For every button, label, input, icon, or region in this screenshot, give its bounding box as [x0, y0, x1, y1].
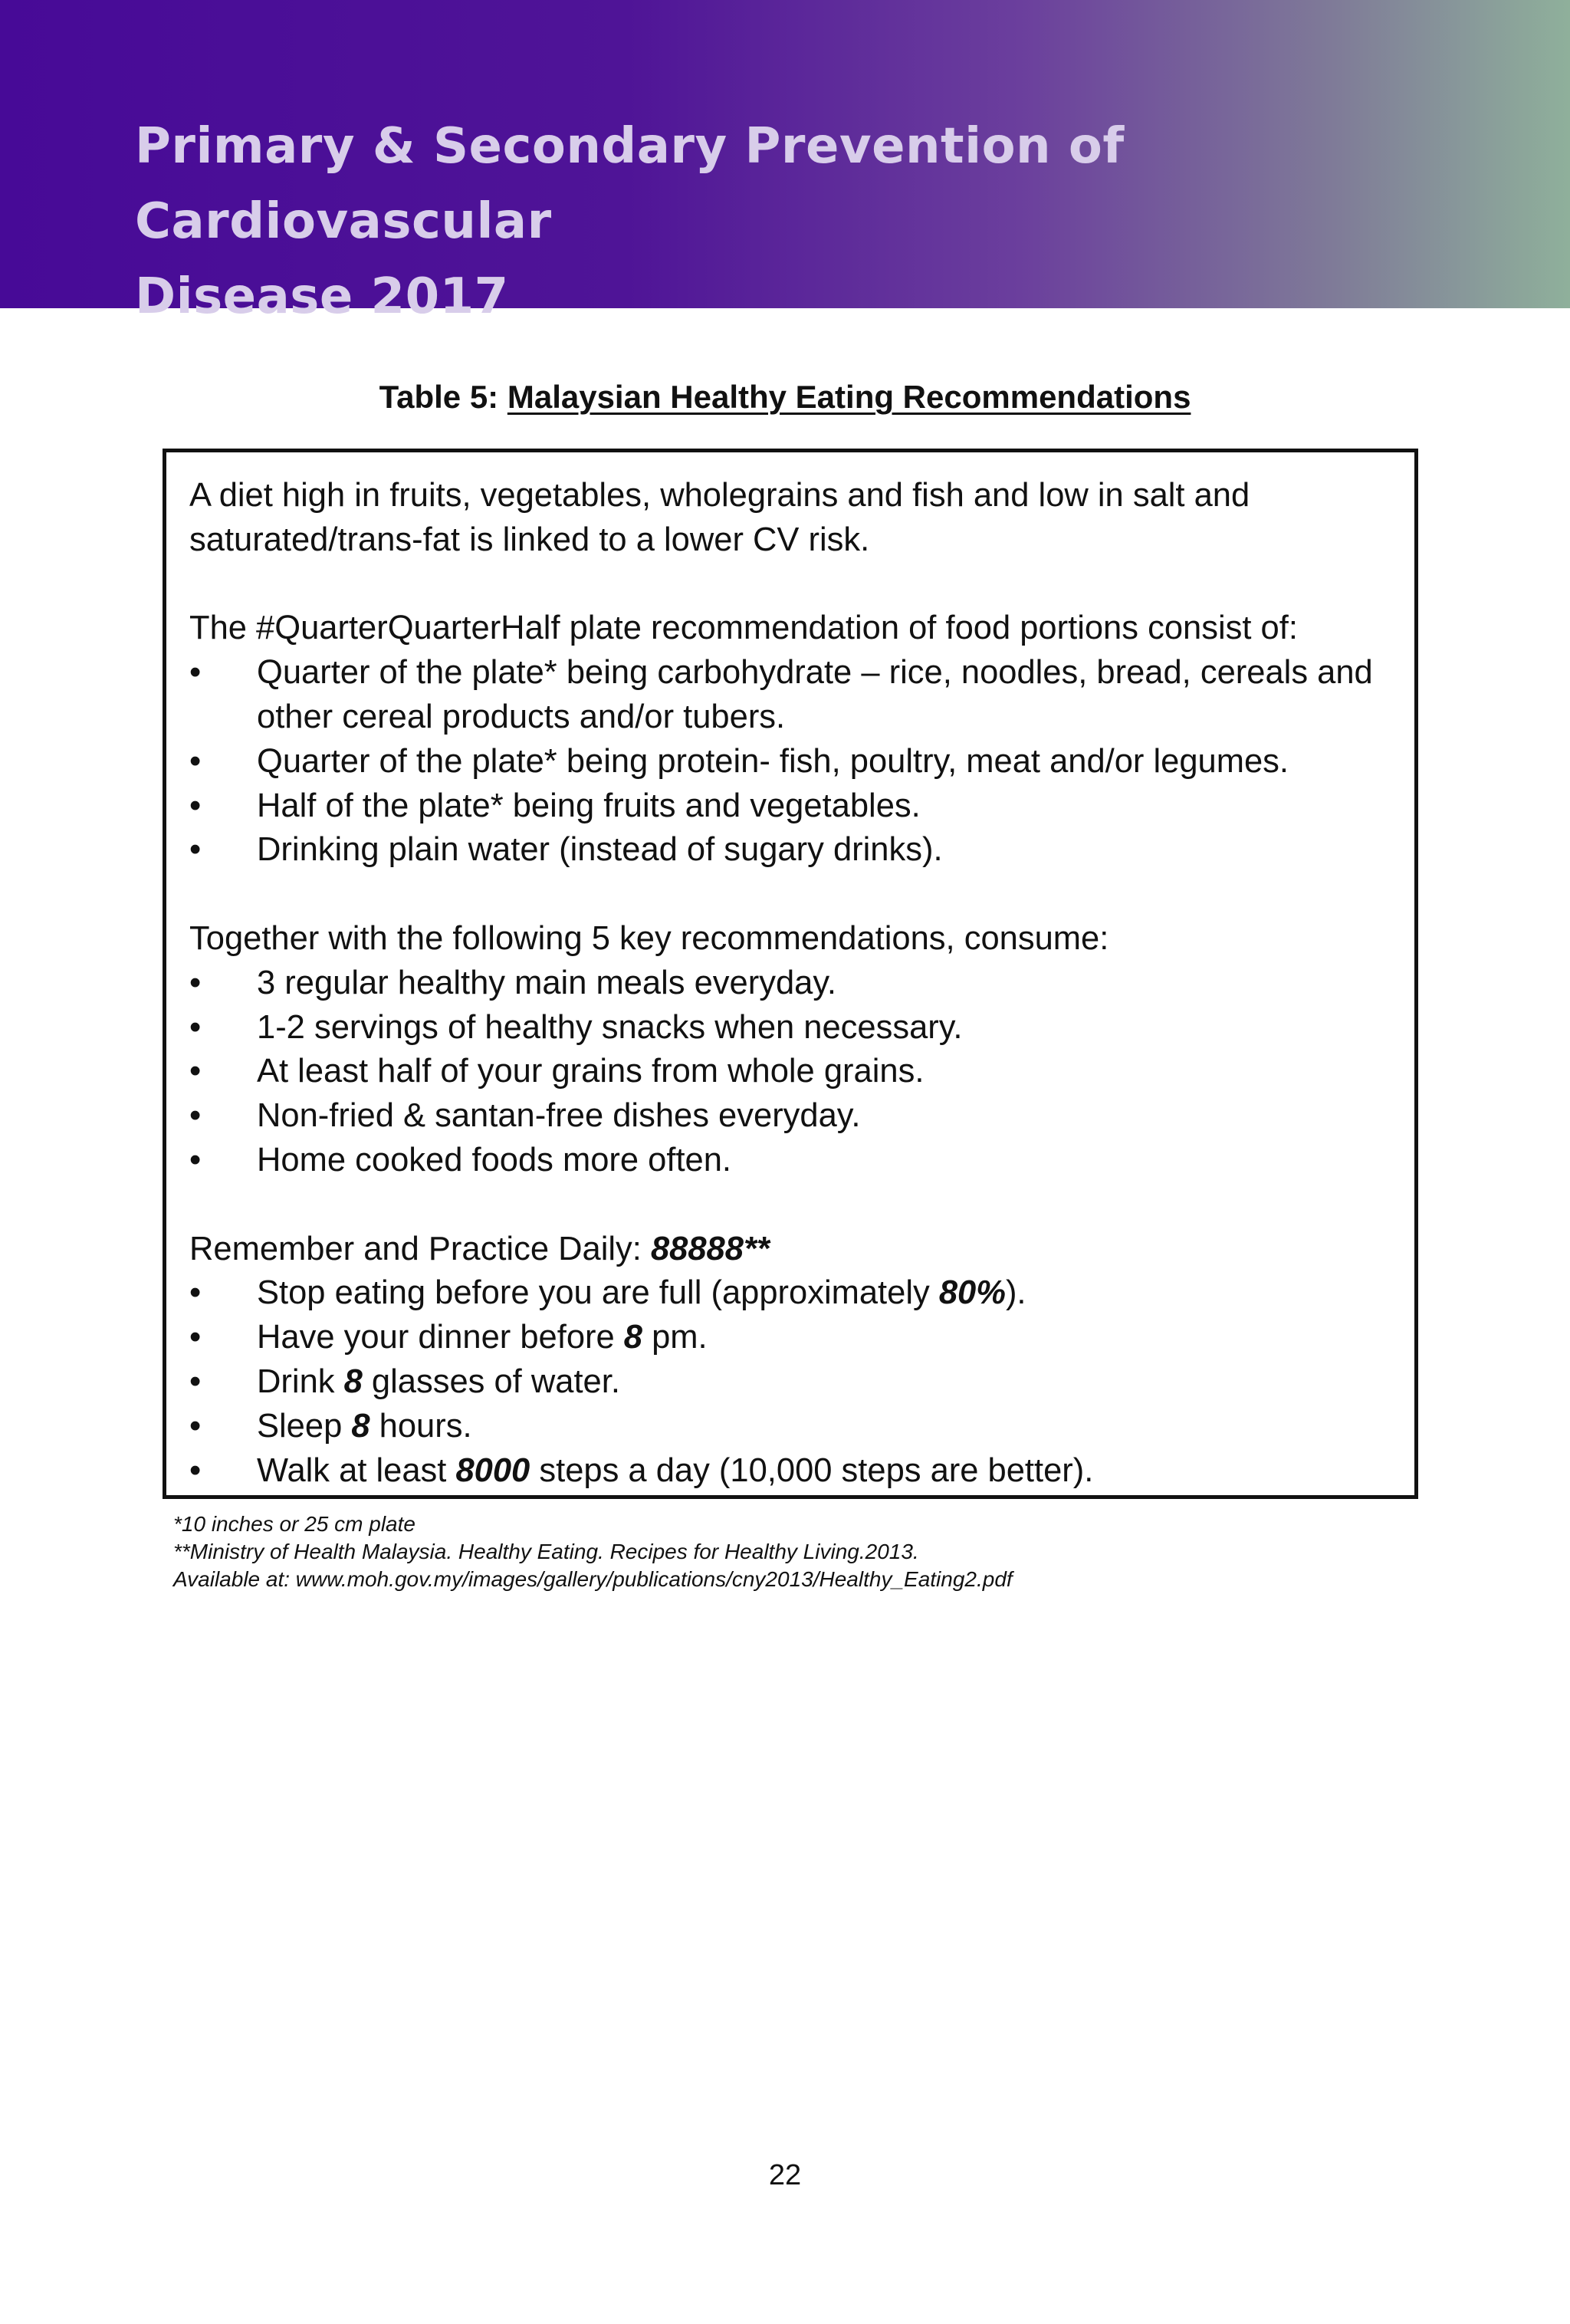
- bullet-icon: •: [189, 1053, 202, 1090]
- list-item: [189, 1360, 1391, 1405]
- list-item: [189, 1449, 1391, 1494]
- key-heading: Together with the following 5 key recommendations, consume:: [189, 919, 1109, 957]
- list-item-text: steps a day (10,000 steps are better).: [539, 1451, 1094, 1489]
- list-item-text: At least half of your grains from whole grains.: [257, 1053, 925, 1090]
- list-item: [189, 828, 1391, 873]
- key-list: [189, 961, 1391, 1183]
- document-title-line2: Disease 2017: [135, 268, 509, 325]
- bullet-icon: •: [189, 654, 202, 692]
- footnote-url: Available at: www.moh.gov.my/images/gallery/publications/cny2013/Healthy_Eating2.pdf: [173, 1567, 1013, 1591]
- list-item-text: glasses of water.: [371, 1363, 620, 1400]
- plate-heading: The #QuarterQuarterHalf plate recommendation of food portions consist of:: [189, 610, 1298, 647]
- list-item-text: Half of the plate* being fruits and vegetables.: [257, 787, 921, 824]
- list-item-text: Home cooked foods more often.: [257, 1141, 732, 1178]
- list-item-text: Quarter of the plate* being carbohydrate – rice, noodles, bread, cereals and other cereal products and/or tubers.: [257, 654, 1373, 735]
- list-item-text: Have your dinner before: [257, 1319, 615, 1356]
- list-item: [189, 1316, 1391, 1360]
- emphasis-value: 8: [623, 1319, 642, 1356]
- list-item: [189, 651, 1391, 740]
- bullet-icon: •: [189, 964, 202, 1001]
- list-item: [189, 1050, 1391, 1094]
- footnote-reference: **Ministry of Health Malaysia. Healthy Eating. Recipes for Healthy Living.2013.: [173, 1540, 919, 1563]
- list-item-text: 3 regular healthy main meals everyday.: [257, 964, 836, 1001]
- spacer: [189, 873, 1391, 917]
- list-item: [189, 784, 1391, 829]
- document-title-line1: Primary & Secondary Prevention of Cardiovascular: [135, 118, 1125, 250]
- list-item-text: Sleep: [257, 1407, 343, 1445]
- emphasis-value: 8000: [455, 1451, 530, 1489]
- footnotes: [173, 1510, 1400, 1593]
- list-item-text: Quarter of the plate* being protein- fish, poultry, meat and/or legumes.: [257, 742, 1289, 780]
- list-item-text: Walk at least: [257, 1451, 447, 1489]
- document-title: [135, 109, 1515, 334]
- list-item: [189, 1405, 1391, 1449]
- page-number: 22: [768, 2159, 802, 2191]
- bullet-icon: •: [189, 1274, 202, 1312]
- recommendations-box: [163, 449, 1418, 1499]
- daily-heading-prefix: Remember and Practice Daily:: [189, 1230, 642, 1267]
- list-item-text: Non-fried & santan-free dishes everyday.: [257, 1097, 861, 1135]
- bullet-icon: •: [189, 1319, 202, 1356]
- plate-list: [189, 651, 1391, 873]
- list-item-text: 1-2 servings of healthy snacks when necessary.: [257, 1008, 963, 1046]
- list-item: [189, 1271, 1391, 1316]
- list-item-text: Drink: [257, 1363, 335, 1400]
- list-item: [189, 1006, 1391, 1050]
- list-item: [189, 1094, 1391, 1139]
- daily-heading: [189, 1228, 1391, 1272]
- bullet-icon: •: [189, 1407, 202, 1445]
- list-item-text: ).: [1005, 1274, 1026, 1312]
- footnote-plate-size: *10 inches or 25 cm plate: [173, 1512, 415, 1536]
- list-item: [189, 1139, 1391, 1183]
- bullet-icon: •: [189, 1451, 202, 1489]
- bullet-icon: •: [189, 742, 202, 780]
- daily-heading-emphasis: 88888**: [650, 1230, 770, 1267]
- table-caption-title: Malaysian Healthy Eating Recommendations: [507, 379, 1191, 415]
- emphasis-value: 8: [343, 1363, 363, 1400]
- list-item-text: Drinking plain water (instead of sugary drinks).: [257, 831, 943, 869]
- emphasis-value: 80%: [938, 1274, 1006, 1312]
- list-item: [189, 961, 1391, 1006]
- daily-list: [189, 1271, 1391, 1493]
- bullet-icon: •: [189, 1141, 202, 1178]
- list-item: [189, 740, 1391, 784]
- emphasis-value: 8: [351, 1407, 370, 1445]
- bullet-icon: •: [189, 787, 202, 824]
- list-item-text: hours.: [379, 1407, 472, 1445]
- list-item-text: pm.: [652, 1319, 708, 1356]
- bullet-icon: •: [189, 831, 202, 869]
- bullet-icon: •: [189, 1008, 202, 1046]
- spacer: [189, 563, 1391, 607]
- intro-paragraph: A diet high in fruits, vegetables, wholegrains and fish and low in salt and saturated/trans-fat is linked to a lower CV risk.: [189, 477, 1250, 558]
- bullet-icon: •: [189, 1097, 202, 1135]
- table-caption-prefix: Table 5:: [379, 379, 499, 415]
- list-item-text: Stop eating before you are full (approximately: [257, 1274, 930, 1312]
- table-caption: [0, 374, 1570, 420]
- bullet-icon: •: [189, 1363, 202, 1400]
- spacer: [189, 1183, 1391, 1228]
- header-band: [0, 0, 1570, 325]
